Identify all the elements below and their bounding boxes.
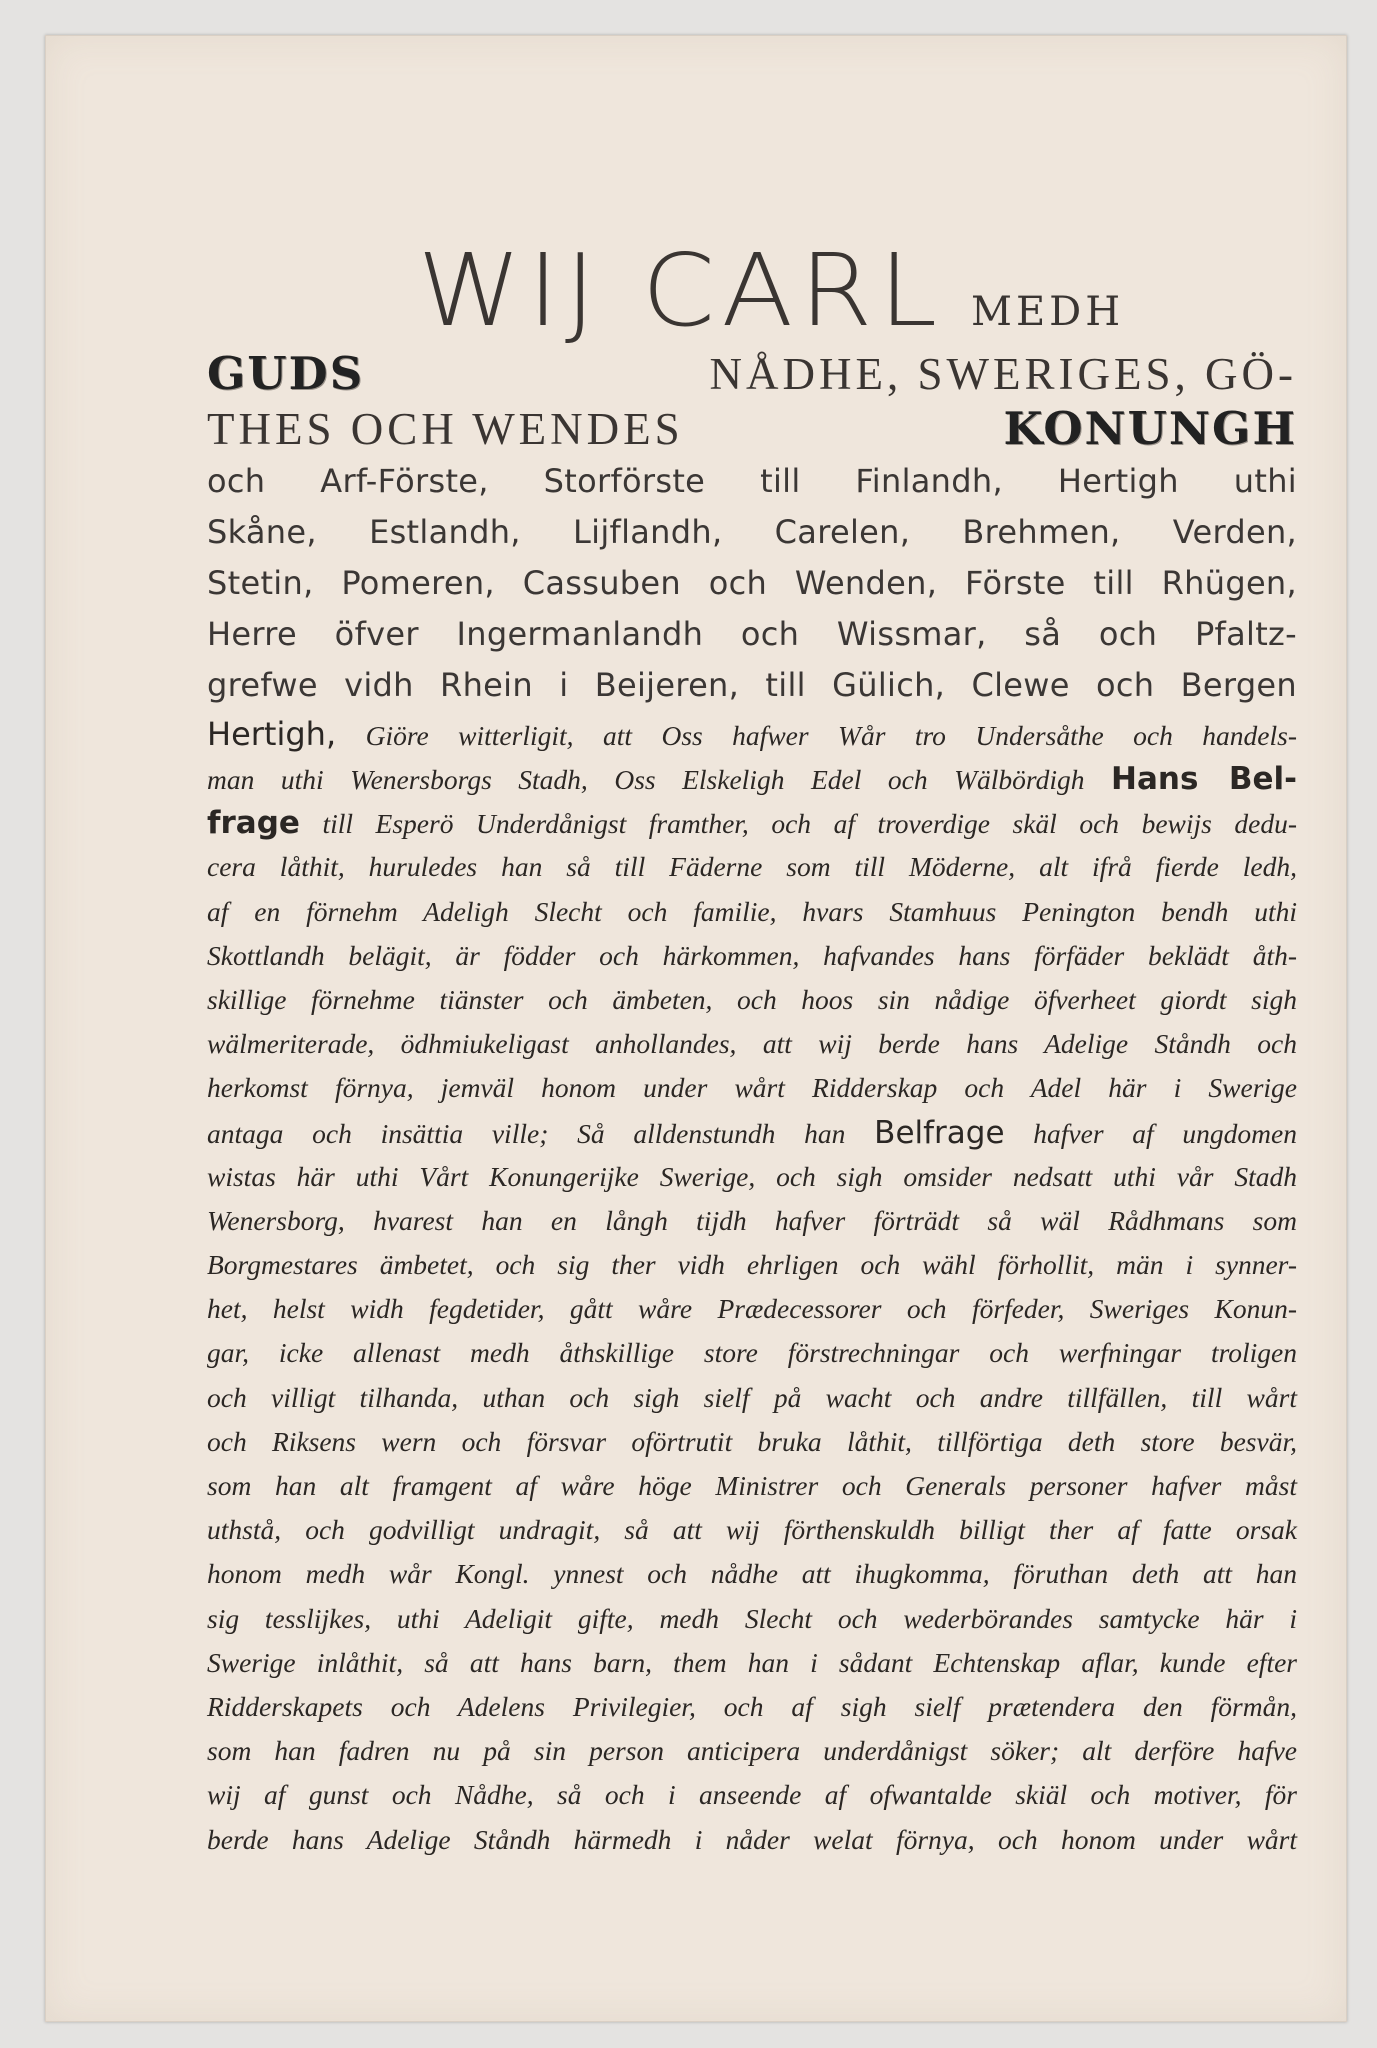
text-line: Borgmestares ämbetet, och sig ther vidh ehrligen och wähl förhollit, män i synner- (207, 1249, 1297, 1281)
text-line: herkomst förnya, jemväl honom under wårt Ridderskap och Adel här i Swerige (207, 1072, 1297, 1104)
title-line (257, 232, 1297, 349)
text-italic: till Esperö Underdånigst framther, och af troverdige skäl och bewijs dedu- (322, 808, 1298, 840)
text-line: gar, icke allenast medh åthskillige store förstrechningar och werfningar troligen (207, 1337, 1297, 1369)
text-line: som han fadren nu på sin person anticipera underdånigst söker; alt derföre hafve (207, 1735, 1297, 1767)
text-line: berde hans Adelige Ståndh härmedh i nåder welat förnya, och honom under wårt (207, 1823, 1297, 1855)
text-line: Stetin, Pomeren, Cassuben och Wenden, Förste till Rhügen, (207, 564, 1297, 602)
text-line: Skottlandh belägit, är födder och härkommen, hafvandes hans förfäder beklädt åth- (207, 939, 1297, 971)
text-line: af en förnehm Adeligh Slecht och familie, hvars Stamhuus Penington bendh uthi (207, 895, 1297, 927)
ornate-konungh: KONUNGH (1003, 402, 1297, 455)
heading-line-2 (207, 346, 1297, 401)
text-line: honom medh wår Kongl. ynnest och nådhe att ihugkomma, föruthan deth att han (207, 1558, 1297, 1590)
text-line: wistas här uthi Vårt Konungerijke Swerige, och sigh omsider nedsatt uthi vår Stadh (207, 1160, 1297, 1192)
text-line: och villigt tilhanda, uthan och sigh sielf på wacht och andre tillfällen, till wårt (207, 1381, 1297, 1413)
text-hans-belfrage: Hans Bel- (1111, 761, 1298, 797)
text-italic: antaga och insättia ville; Så alldenstundh han (207, 1117, 846, 1149)
text-line: och Arf-Förste, Storförste till Finlandh, Hertigh uthi (207, 462, 1297, 500)
text-line: Herre öfver Ingermanlandh och Wissmar, så och Pfaltz- (207, 615, 1297, 653)
text-line (207, 757, 1297, 801)
letters-patent-text (207, 232, 1298, 1862)
text-line: skillige förnehme tiänster och ämbeten, och hoos sin nådige öfverheet giordt sigh (207, 983, 1297, 1015)
text-line: uthstå, och godvilligt undragit, så att wij förthenskuldh billigt ther af fatte orsak (207, 1514, 1297, 1546)
document-page (45, 35, 1347, 2022)
ornate-guds: GUDS (207, 347, 365, 400)
text-italic: Giöre witterligit, att Oss hafwer Wår tro Undersåthe och handels- (365, 720, 1298, 751)
text-line (207, 711, 1297, 757)
text-hertigh: Hertigh, (207, 715, 337, 753)
text-line (207, 1111, 1297, 1155)
heading-line-2-text: NÅDHE, SWERIGES, GÖ- (709, 349, 1297, 399)
text-line: grefwe vidh Rhein i Beijeren, till Gülich, Clewe och Bergen (207, 666, 1297, 704)
text-frage: frage (207, 805, 300, 842)
text-italic: man uthi Wenersborgs Stadh, Oss Elskeligh Edel och Wälbördigh (207, 764, 1085, 795)
text-line: wälmeriterade, ödhmiukeligast anhollandes, att wij berde hans Adelige Ståndh och (207, 1028, 1297, 1060)
text-line: Skåne, Estlandh, Lijflandh, Carelen, Brehmen, Verden, (207, 513, 1297, 551)
heading-line-3 (207, 401, 1297, 456)
text-line: Wenersborg, hvarest han en långh tijdh hafver förträdt så wäl Rådhmans som (207, 1204, 1297, 1236)
text-italic: hafver af ungdomen (1033, 1117, 1297, 1149)
text-line: cera låthit, huruledes han så till Fäderne som till Möderne, alt ifrå fierde ledh, (207, 851, 1297, 883)
text-line: Ridderskapets och Adelens Privilegier, och af sigh sielf prætendera den förmån, (207, 1690, 1297, 1722)
title-wij-carl: WIJ CARL (417, 232, 944, 349)
text-line: wij af gunst och Nådhe, så och i anseende af ofwantalde skiäl och motiver, för (207, 1779, 1297, 1811)
text-line (207, 801, 1297, 845)
text-line: het, helst widh fegdetider, gått wåre Prædecessorer och förfeder, Sweriges Konun- (207, 1293, 1297, 1325)
title-medh: MEDH (970, 289, 1125, 335)
text-line: sig tesslijkes, uthi Adeligit gifte, medh Slecht och wederbörandes samtycke här i (207, 1602, 1297, 1634)
text-line: och Riksens wern och försvar oförtrutit bruka låthit, tillförtiga deth store besvär, (207, 1425, 1297, 1457)
text-line: som han alt framgent af wåre höge Ministrer och Generals personer hafver måst (207, 1470, 1297, 1501)
text-line: Swerige inlåthit, så att hans barn, them han i sådant Echtenskap aflar, kunde efter (207, 1646, 1297, 1678)
heading-line-3-text: THES OCH WENDES (207, 404, 684, 454)
text-belfrage: Belfrage (874, 1114, 1005, 1151)
